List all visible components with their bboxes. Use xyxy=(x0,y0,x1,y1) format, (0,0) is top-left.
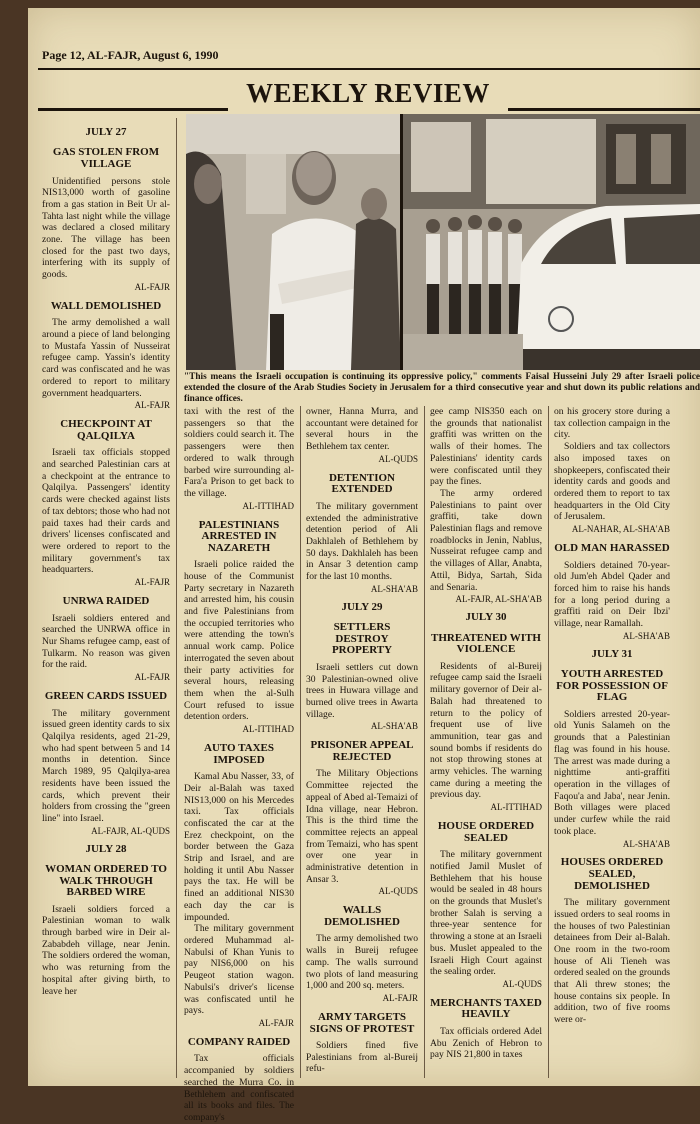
date-heading: JULY 28 xyxy=(85,842,127,855)
article-source: AL-FAJR xyxy=(134,672,170,683)
article-headline: WOMAN ORDERED TO WALK THROUGH BARBED WIRE xyxy=(45,863,167,899)
article-source: AL-FAJR xyxy=(134,400,170,411)
article-source: AL-SHA'AB xyxy=(370,583,418,594)
date-heading: JULY 29 xyxy=(341,600,383,613)
article-source: AL-FAJR xyxy=(134,577,170,588)
article-headline: DETENTION EXTENDED xyxy=(328,471,396,496)
date-heading: JULY 27 xyxy=(85,126,127,138)
top-rule xyxy=(38,68,700,70)
column-3 xyxy=(306,406,418,1075)
column-divider xyxy=(548,406,549,1078)
masthead-rule-right xyxy=(508,108,700,111)
photo-caption: "This means the Israeli occupation is continuing its oppressive policy," comments Faisal Husseini July 29 after Israeli police extended the closure of the Arab Studies Society in Jerusalem for a third consecutive year and shut down its public relations and finance offices. xyxy=(184,372,700,405)
article-body: Residents of al-Bureij refugee camp said the Israeli military governor of Deir al-Balah had threatened to return to the policy of frequent use of live ammunition, tear gas and sound bombs if residents do not stop throwing stones at army vehicles. The warning came during a meeting the previous day. xyxy=(430,660,542,801)
article-body: The military government issued green identity cards to six Qalqilya residents, aged 21-29, who had spent between 5 and 14 months in detention. Since March 1989, 95 Qalqilya-area residents have been issued the cards, which prevent their holders from crossing the "green line" into Israel. xyxy=(42,707,170,824)
article-headline: PRISONER APPEAL REJECTED xyxy=(310,739,414,763)
page-folio: Page 12, AL-FAJR, August 6, 1990 xyxy=(42,48,219,62)
article-body: Kamal Abu Nasser, 33, of Deir al-Balah was taxed NIS13,000 on his Mercedes taxi. Tax officials confiscated the car at the Erez checkpoint, on the border between the Gaza Strip and Israel, and are holding it until Abu Nasser pays the tax. He will be fined an additional NIS30 each day the car is impounded. xyxy=(184,771,294,923)
news-photo xyxy=(186,114,700,370)
column-2 xyxy=(184,406,294,1124)
article-body: The Military Objections Committee rejected the appeal of Abed al-Temaizi of Idna village, near Hebron. This is the third time the committee rejects an appeal from Temaizi, who has spent over one year in administrative detention in Ansar 3. xyxy=(306,768,418,885)
masthead-rule-left xyxy=(38,108,228,111)
article-source: AL-SHA'AB xyxy=(622,630,670,641)
column-divider xyxy=(300,406,301,1078)
article-body: Israeli police raided the house of the Communist Party secretary in Nazareth and arrested him, his cousin and five Palestinians from the occupied territories who were attending the town's annual work camp. Police interrogated the seven about their party activities for several hours, releasing them when the al-Sulh Court refused to issue detention orders. xyxy=(184,559,294,723)
section-masthead: WEEKLY REVIEW xyxy=(246,78,490,108)
article-source: AL-SHA'AB xyxy=(370,721,418,732)
article-body: The army demolished two walls in Bureij refugee camp. The walls surround two plots of land measuring 1,000 and 200 sq. meters. xyxy=(306,933,418,992)
column-divider xyxy=(424,406,425,1078)
article-source: AL-SHA'AB xyxy=(622,838,670,849)
article-source: AL-FAJR xyxy=(134,281,170,292)
article-source: AL-QUDS xyxy=(378,453,418,464)
article-source: AL-FAJR, AL-QUDS xyxy=(91,825,170,836)
article-headline: MERCHANTS TAXED HEAVILY xyxy=(430,996,542,1021)
article-source: AL-ITTIHAD xyxy=(490,802,542,813)
article-source: AL-ITTIHAD xyxy=(242,724,294,735)
article-body: taxi with the rest of the passengers so that the soldiers could search it. The passengers were then ordered to walk through barbed wire surrounding al-Fara'a Prison to get back to the village. xyxy=(184,406,294,499)
article-source: AL-QUDS xyxy=(378,886,418,897)
article-body: on his grocery store during a tax collection campaign in the city. xyxy=(554,406,670,441)
article-source: AL-FAJR xyxy=(382,993,418,1003)
article-body: Israeli soldiers entered and searched the UNRWA office in Nur Shams refugee camp, east of Tulkarm. No reason was given for the raid. xyxy=(42,612,170,671)
column-divider xyxy=(176,118,177,1078)
article-headline: UNRWA RAIDED xyxy=(62,595,150,608)
date-heading: JULY 30 xyxy=(465,611,507,624)
article-headline: WALL DEMOLISHED xyxy=(50,299,162,312)
article-headline: GAS STOLEN FROM VILLAGE xyxy=(52,146,160,170)
article-body: Tax officials accompanied by soldiers searched the Murra Co. in Bethlehem and confiscated all its books and files. The company's xyxy=(184,1053,294,1123)
article-body: The army ordered Palestinians to paint over graffiti, take down Palestinian flags and remove roadblocks in Jenin, Nablus, Nusseirat refugee camp and the villages of Allar, Anabta, Attil, Bidya, Sartah, Sida and Senaria. xyxy=(430,487,542,593)
article-body: Unidentified persons stole NIS13,000 worth of gasoline from a gas station in Beit Ur al-Tahta last night while the village was declared a closed military zone. The village has been closed for the past two days, interfering with its supply of goods. xyxy=(42,175,170,281)
article-body: The military government notified Jamil Muslet of Bethlehem that his house would be sealed in 48 hours on the grounds that Muslet's brother Salah is serving a three-year sentence for throwing a stone at an Israeli bus. Muslet appealed to the Israeli High Court against the sealing order. xyxy=(430,849,542,978)
article-source: AL-QUDS xyxy=(502,978,542,989)
date-heading: JULY 31 xyxy=(591,647,633,660)
article-body: Israeli soldiers forced a Palestinian woman to walk through barbed wire in Deir al-Zababdeh village, near Jenin. The soldiers ordered the woman, who was returning from the hospital after giving birth, to leave her xyxy=(42,903,170,997)
column-4 xyxy=(430,406,542,1061)
article-body: Israeli tax officials stopped and searched Palestinian cars at a checkpoint at the entrance to Qalqilya. Passengers' identity cards were checked against lists of tax debtors; those who had not paid taxes had their cards and drivers' licenses confiscated and were ordered to report to the military government's tax headquarters. xyxy=(42,447,170,576)
article-source: AL-FAJR, AL-SHA'AB xyxy=(455,594,542,605)
article-headline: ARMY TARGETS SIGNS OF PROTEST xyxy=(309,1010,415,1035)
article-body: Soldiers detained 70-year-old Jum'eh Abdel Qader and forced him to raise his hands for a long period during a graffiti raid on Deir Ibzi' village, near Ramallah. xyxy=(554,559,670,630)
article-body: The military government issued orders to seal rooms in the houses of two Palestinian detainees from Deir al-Balah. One room in the two-room house of Ali Tieneh was ordered sealed on the grounds that Ali threw stones; the house contains six people. In addition, two of five rooms were or- xyxy=(554,897,670,1026)
article-headline: AUTO TAXES IMPOSED xyxy=(204,742,274,766)
article-body: gee camp NIS350 each on the grounds that nationalist graffiti was written on the walls of their homes. The Palestinians' identity cards were confiscated until they pay the fines. xyxy=(430,406,542,488)
article-headline: HOUSES ORDERED SEALED, DEMOLISHED xyxy=(560,856,664,892)
article-headline: THREATENED WITH VIOLENCE xyxy=(431,631,541,656)
article-body: Israeli settlers cut down 30 Palestinian-owned olive trees in Huwara village and burned olive trees in Awarta village. xyxy=(306,661,418,720)
newspaper-page xyxy=(28,8,700,1123)
photo-illustration xyxy=(186,114,700,370)
article-body: owner, Hanna Murra, and accountant were detained for several hours in the Bethlehem tax center. xyxy=(306,406,418,453)
article-headline: HOUSE ORDERED SEALED xyxy=(437,820,535,844)
article-headline: GREEN CARDS ISSUED xyxy=(44,690,168,703)
article-body: Soldiers arrested 20-year-old Yunis Salameh on the grounds that a Palestinian flag was found in his house. The arrest was made during a nighttime anti-graffiti operation in the villages of Faqou'a and Jaba', near Jenin. Both villages were placed under curfew while the raid took place. xyxy=(554,708,670,837)
article-body: The military government ordered Muhammad al-Nabulsi of Khan Yunis to pay NIS6,000 on his Peugeot station wagon. Nabulsi's driver's license was confiscated until he pays. xyxy=(184,923,294,1017)
article-headline: PALESTINIANS ARRESTED IN NAZARETH xyxy=(198,518,280,554)
article-body: The army demolished a wall around a piece of land belonging to Mustafa Yassin of Nusseirat refugee camp. Yassin's identity card was confiscated and he was ordered to report to military government headquarters. xyxy=(42,317,170,399)
article-headline: WALLS DEMOLISHED xyxy=(324,904,400,928)
article-headline: YOUTH ARRESTED FOR POSSESSION OF FLAG xyxy=(556,668,668,704)
article-source: AL-FAJR xyxy=(258,1017,294,1028)
article-source: AL-ITTIHAD xyxy=(242,500,294,511)
article-body: The military government extended the administrative detention period of Ali Dakhlaleh of Bethlehem by 50 days. Dakhlaleh has been in Ansar 3 detention camp for the last 10 months. xyxy=(306,500,418,583)
article-body: Tax officials ordered Adel Abu Zenich of Hebron to pay NIS 21,800 in taxes xyxy=(430,1026,542,1061)
article-body: Soldiers fined five Palestinians from al-Bureij refu- xyxy=(306,1040,418,1075)
article-headline: OLD MAN HARASSED xyxy=(554,542,670,554)
article-source: AL-NAHAR, AL-SHA'AB xyxy=(571,524,670,535)
article-body: Soldiers and tax collectors also imposed taxes on shopkeepers, confiscated their identity cards and goods and ordered them to report to tax headquarters in the Old City of Jerusalem. xyxy=(554,441,670,523)
article-headline: SETTLERS DESTROY PROPERTY xyxy=(331,621,393,657)
column-1 xyxy=(42,120,170,997)
column-5 xyxy=(554,406,670,1026)
article-headline: COMPANY RAIDED xyxy=(187,1035,291,1048)
article-headline: CHECKPOINT AT QALQILYA xyxy=(60,418,152,442)
